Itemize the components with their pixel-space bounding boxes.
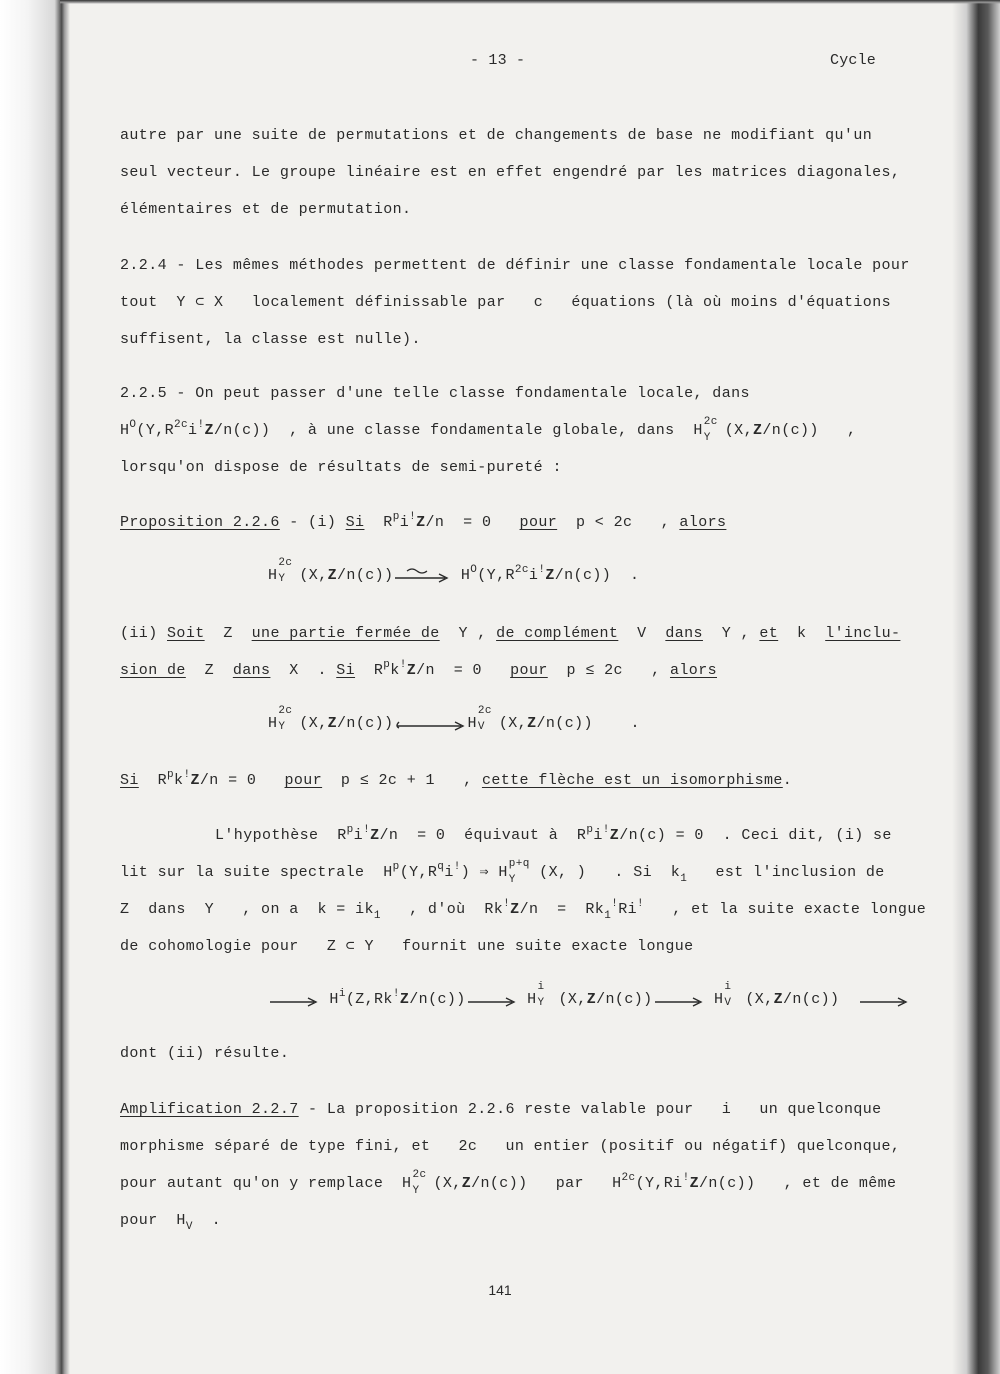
section-2-2-5: 2.2.5 - On peut passer d'une telle classe fondamentale locale, dans xyxy=(120,385,750,402)
proposition-2-2-6: Proposition 2.2.6 - (i) Si $R^pi^!Z/n = 0$ pour p < 2c , alors xyxy=(120,511,727,531)
iso-arrow-icon xyxy=(393,566,451,584)
long-arrow-icon xyxy=(466,990,518,1008)
page-label: - 13 - xyxy=(470,52,526,69)
scan-top-edge xyxy=(60,0,1000,4)
amplification-2-2-7: Amplification 2.2.7 - La proposition 2.2.6 reste valable pour i un quelconque xyxy=(120,1101,882,1118)
formula-iso-1: H 2c Y (X,Z/n(c)) $H^O(Y,R^{2c}i^!Z/n(c))$ . xyxy=(268,556,640,585)
text-line: lorsqu'on dispose de résultats de semi-pureté : xyxy=(120,459,562,476)
text-line: pour $H_V$ . xyxy=(120,1212,222,1233)
formula-inclusion: H 2c Y (X,Z/n(c)) H 2c V (X,Z/n(c)) . xyxy=(268,704,640,733)
formula-exact-sequence: $H^i(Z,Rk^!Z/n(c))$ H i Y (X,Z/n(c)) H i V (X,Z/n(c)) xyxy=(268,990,910,1008)
formula-line: $H^O(Y,R^{2c}i^!Z/n(c))$ , à une classe fondamentale globale, dans H 2c Y (X,Z/n(c)) , xyxy=(120,416,857,444)
text-line: seul vecteur. Le groupe linéaire est en effet engendré par les matrices diagonales, xyxy=(120,164,901,181)
text-line: autre par une suite de permutations et de changements de base ne modifiant qu'un xyxy=(120,127,873,144)
scan-right-edge xyxy=(952,0,1000,1374)
text-line: morphisme séparé de type fini, et 2c un entier (positif ou négatif) quelconque, xyxy=(120,1138,901,1155)
long-arrow-icon xyxy=(268,990,320,1008)
text-line: de cohomologie pour Z ⊂ Y fournit une suite exacte longue xyxy=(120,938,694,955)
text-line: sion de Z dans X . Si $R^pk^!Z/n = 0$ pour p ≤ 2c , alors xyxy=(120,659,717,679)
long-arrow-icon xyxy=(858,990,910,1008)
inclusion-arrow-icon xyxy=(393,714,467,732)
text-line: dont (ii) résulte. xyxy=(120,1045,290,1062)
running-title: Cycle xyxy=(830,52,877,69)
text-line: tout Y ⊂ X localement définissable par c équations (là où moins d'équations xyxy=(120,294,891,311)
text-line: suffisent, la classe est nulle). xyxy=(120,331,421,348)
scan-left-edge xyxy=(0,0,70,1374)
text-line: Si $R^pk^!Z/n = 0$ pour p ≤ 2c + 1 , cette flèche est un isomorphisme. xyxy=(120,769,793,789)
page-number: 141 xyxy=(488,1282,512,1298)
text-line: L'hypothèse $R^pi^!Z/n = 0$ équivaut à $R^pi^!Z/n(c) = 0$ . Ceci dit, (i) se xyxy=(215,824,892,844)
text-line: élémentaires et de permutation. xyxy=(120,201,412,218)
long-arrow-icon xyxy=(653,990,705,1008)
section-2-2-4: 2.2.4 - Les mêmes méthodes permettent de définir une classe fondamentale locale pour xyxy=(120,257,910,274)
text-line: pour autant qu'on y remplace H 2c Y (X,Z/n(c)) par $H^{2c}(Y,Ri^!Z/n(c))$ , et de même xyxy=(120,1169,897,1197)
text-line: Z dans Y , on a $k = ik_1$ , d'où $Rk^!Z/n = Rk_1^!Ri^!$ , et la suite exacte longue xyxy=(120,898,927,922)
text-line: lit sur la suite spectrale $H^p(Y,R^qi^!)$ ⇒ H p+q Y (X, ) . Si $k_1$ est l'inclusion de xyxy=(120,858,885,886)
proposition-part-ii: (ii) Soit Z une partie fermée de Y , de complément V dans Y , et k l'inclu- xyxy=(120,625,901,642)
